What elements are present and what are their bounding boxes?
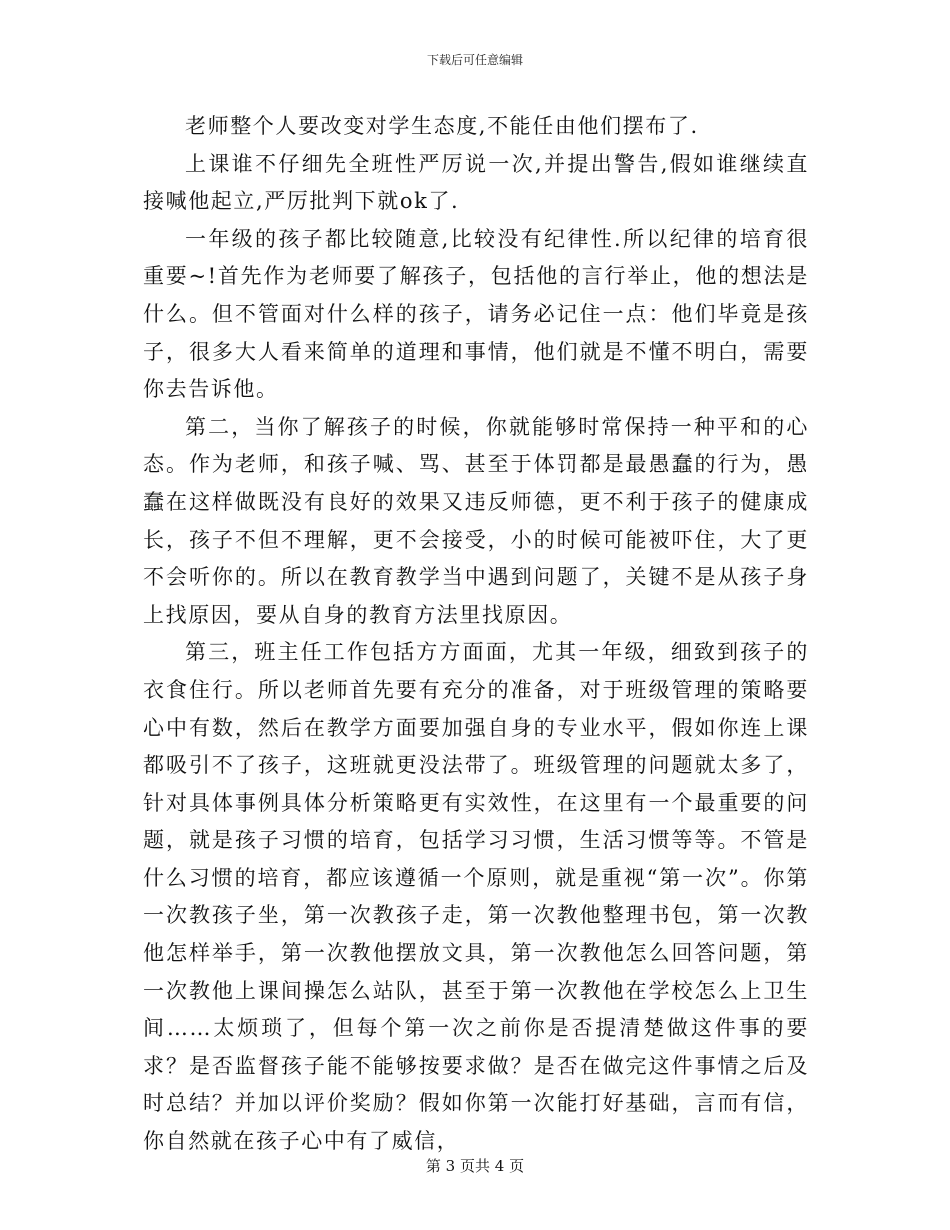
paragraph: 第三，班主任工作包括方方面面，尤其一年级，细致到孩子的衣食住行。所以老师首先要有充分的准备，对于班级管理的策略要心中有数，然后在教学方面要加强自身的专业水平，假如你连上课都吸引不了孩子，这班就更没法带了。班级管理的问题就太多了，针对具体事例具体分析策略更有实效性，在这里有一个最重要的问题，就是孩子习惯的培育，包括学习习惯，生活习惯等等。不管是什么习惯的培育，都应该遵循一个原则，就是重视“第一次”。你第一次教孩子坐，第一次教孩子走，第一次教他整理书包，第一次教他怎样举手，第一次教他摆放文具，第一次教他怎么回答问题，第一次教他上课间操怎么站队，甚至于第一次教他在学校怎么上卫生间……太烦琐了，但每个第一次之前你是否提清楚做这件事的要求？是否监督孩子能不能够按要求做？是否在做完这件事情之后及时总结？并加以评价奖励？假如你第一次能打好基础，言而有信，你自然就在孩子心中有了威信， bbox=[143, 640, 809, 1154]
paragraph: 一年级的孩子都比较随意,比较没有纪律性.所以纪律的培育很重要~!首先作为老师要了解孩子，包括他的言行举止，他的想法是什么。但不管面对什么样的孩子，请务必记住一点：他们毕竟是孩子，很多大人看来简单的道理和事情，他们就是不懂不明白，需要你去告诉他。 bbox=[143, 226, 809, 402]
paragraph: 老师整个人要改变对学生态度,不能任由他们摆布了. bbox=[185, 114, 699, 138]
page-header: 下载后可任意编辑 bbox=[426, 53, 523, 67]
paragraph: 上课谁不仔细先全班性严厉说一次,并提出警告,假如谁继续直接喊他起立,严厉批判下就ok了. bbox=[143, 151, 809, 214]
page-footer: 第 3 页共 4 页 bbox=[425, 1157, 525, 1175]
paragraph: 第二，当你了解孩子的时候，你就能够时常保持一种平和的心态。作为老师，和孩子喊、骂、甚至于体罚都是最愚蠢的行为，愚蠢在这样做既没有良好的效果又违反师德，更不利于孩子的健康成长，孩子不但不理解，更不会接受，小的时候可能被吓住，大了更不会听你的。所以在教育教学当中遇到问题了，关键不是从孩子身上找原因，要从自身的教育方法里找原因。 bbox=[143, 414, 809, 627]
document-body bbox=[143, 108, 809, 1161]
